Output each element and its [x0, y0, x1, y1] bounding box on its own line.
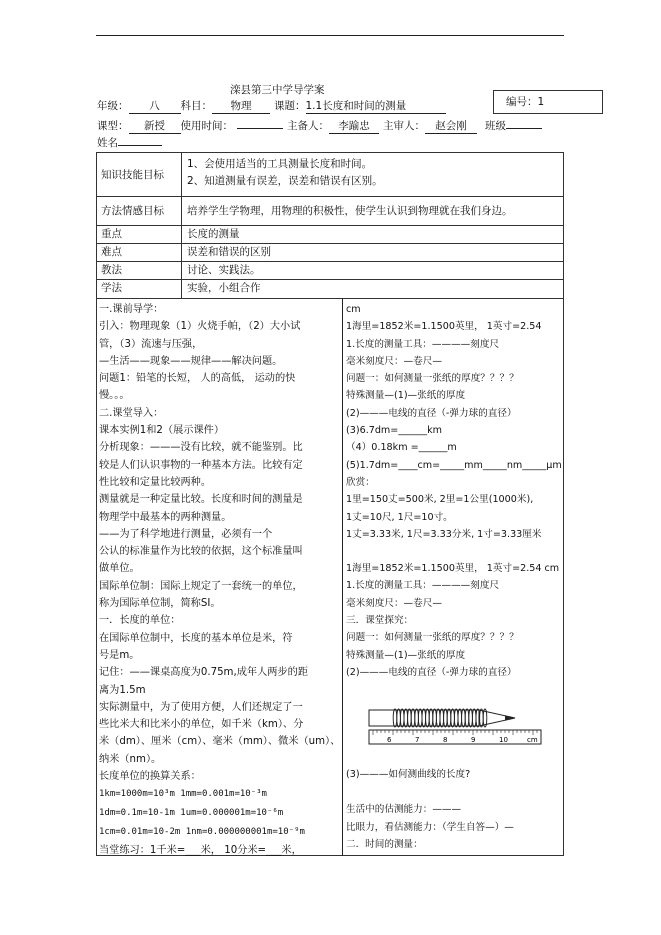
formula-line: 1km=1000m=10³m 1mm=0.001m=10⁻³m	[99, 789, 267, 800]
text-line: 国际单位制：国际上规定了一套统一的单位，	[99, 580, 303, 592]
text-line: 号是m。	[99, 649, 140, 661]
text-line: 毫米刻度尺：—卷尺—	[346, 355, 442, 367]
table-row-content	[181, 196, 564, 226]
table-row-label	[96, 152, 182, 197]
text-line: 分析现象：———没有比较，就不能鉴别。比	[99, 442, 303, 454]
reviewer-value: 赵会刚	[425, 120, 477, 134]
row-line: 长度的测量	[187, 228, 240, 240]
text-line: 生活中的估测能力：———	[346, 803, 462, 815]
text-line: 测量就是一种定量比较。长度和时间的测量是	[99, 494, 303, 506]
pencil-icon	[369, 710, 515, 726]
formula-line: 1dm=0.1m=10-1m 1um=0.000001m=10⁻⁶m	[99, 808, 284, 819]
name-label: 姓名	[97, 137, 118, 149]
text-line: (2)———电线的直径（-弹力球的直径）	[346, 407, 517, 419]
header-row-2	[97, 120, 542, 134]
text-line: cm	[346, 304, 361, 315]
row-line: 培养学生学物理，用物理的积极性，使学生认识到物理就在我们身边。	[187, 205, 513, 217]
table-row-label	[96, 261, 182, 280]
text-line: 记住：——课桌高度为0.75m,成年人两步的距	[99, 667, 309, 679]
row-label-teaching: 教法	[101, 264, 122, 276]
text-line: 1海里=1852米=1.1500英里， 1英寸=2.54	[346, 321, 542, 333]
serial-label: 编号：1	[506, 96, 545, 108]
text-line: 公认的标准量作为比较的依据，这个标准量叫	[99, 546, 303, 558]
row-line: 误差和错误的区别	[187, 246, 271, 258]
text-line: （4）0.18km =______m	[346, 442, 457, 454]
subject-label: 科目：	[180, 100, 212, 112]
row-label-knowledge: 知识技能目标	[101, 169, 164, 181]
ruler-number: 9	[471, 736, 476, 744]
text-line: 在国际单位制中，长度的基本单位是米，符	[99, 632, 293, 644]
text-line	[346, 784, 561, 801]
text-line: (5)1.7dm=____cm=_____mm_____nm_____μm	[346, 459, 562, 471]
text-line: (3)———如何测曲线的长度?	[346, 769, 471, 780]
subject-value: 物理	[212, 100, 270, 114]
row-label-difficulty: 难点	[101, 246, 122, 258]
text-line: ——为了科学地进行测量，必须有一个	[99, 528, 273, 540]
grade-value: 八	[129, 100, 181, 114]
text-line: 二.课堂导入：	[99, 407, 164, 419]
text-line	[346, 543, 561, 560]
table-row-content	[181, 279, 564, 299]
text-line: 1海里=1852米=1.1500英里， 1英寸=2.54 cm	[346, 563, 560, 575]
reviewer-label: 主审人：	[383, 120, 425, 132]
header-row-3	[97, 137, 162, 150]
text-line: 纳米（nm）。	[99, 753, 162, 765]
name-value	[118, 145, 162, 146]
header-row-1	[97, 100, 446, 114]
type-label: 课型：	[97, 120, 129, 132]
objectives-table	[96, 152, 564, 299]
class-label: 班级	[485, 120, 506, 132]
top-rule	[96, 35, 564, 36]
row-line: 1、会使用适当的工具测量长度和时间。	[187, 158, 373, 170]
text-line: 二．时间的测量：	[346, 839, 423, 851]
text-line: 问题一：如何测量一张纸的厚度？？？？	[346, 632, 519, 644]
topic-value: 1.1长度和时间的测量	[306, 100, 446, 114]
text-line: 特殊测量—(1)—张纸的厚度	[346, 390, 466, 402]
school-title: 滦县第三中学导学案	[230, 84, 325, 96]
text-line: 一．长度的单位：	[99, 615, 181, 627]
table-row-content	[181, 243, 564, 262]
text-line: 1丈=10尺, 1尺=10寸。	[346, 511, 453, 523]
text-line: 物理学中最基本的两种测量。	[99, 511, 232, 523]
ruler-number: 8	[443, 736, 448, 744]
text-line: 较是人们认识事物的一种基本方法。比较有定	[99, 459, 303, 471]
time-label: 使用时间：	[180, 120, 233, 132]
text-line: 做单位。	[99, 563, 140, 575]
ruler-number: 10	[499, 736, 508, 744]
row-label-key: 重点	[101, 228, 122, 240]
wire-coil-icon	[393, 709, 487, 727]
text-line: 特殊测量—(1)—张纸的厚度	[346, 649, 466, 661]
text-line: (2)———电线的直径（-弹力球的直径）	[346, 666, 517, 678]
table-row-label	[96, 196, 182, 226]
text-line: (3)6.7dm=______km	[346, 425, 443, 437]
text-line: 些比米大和比米小的单位，如千米（km）、分	[99, 719, 304, 731]
preparer-label: 主备人：	[287, 120, 329, 132]
text-line: 长度单位的换算关系：	[99, 771, 201, 783]
table-row-content	[181, 261, 564, 280]
text-line: 米（dm）、厘米（cm）、毫米（mm）、微米（um）、	[99, 736, 341, 748]
text-line: 欣赏：	[346, 476, 375, 488]
right-column-bottom	[346, 766, 561, 854]
table-row-label	[96, 279, 182, 299]
ruler-icon	[369, 730, 541, 744]
table-row-content	[181, 225, 564, 244]
text-line: 称为国际单位制，简称SI。	[99, 598, 221, 610]
text-line: —生活——现象——规律——解决问题。	[99, 355, 283, 367]
text-line: 问题一：如何测量一张纸的厚度？？？？	[346, 373, 519, 385]
ruler-number: 7	[415, 736, 420, 744]
text-line: 1.长度的测量工具：————刻度尺	[346, 580, 500, 592]
text-line: 三．课堂探究：	[346, 615, 414, 627]
text-line: 管，（3）流速与压强，	[99, 338, 203, 350]
table-row-label	[96, 225, 182, 244]
ruler-number: cm	[527, 736, 538, 744]
row-line: 讨论、实践法。	[187, 264, 261, 276]
text-line: 毫米刻度尺：—卷尺—	[346, 597, 442, 609]
text-line: 性比较和定量比较两种。	[99, 476, 212, 488]
text-line: 引入：物理现象（1）火烧手帕，（2）大小试	[99, 321, 301, 333]
time-value	[237, 128, 283, 129]
text-line: 1.长度的测量工具：————刻度尺	[346, 338, 500, 350]
text-line: 慢。。。	[99, 390, 130, 402]
text-line: 离为1.5m	[99, 684, 146, 696]
row-line: 2、知道测量有误差，误差和错误有区别。	[187, 175, 383, 187]
practice-line: 当堂练习：1千米=___米， 10分米=___米，	[99, 845, 302, 857]
class-value	[506, 128, 542, 129]
text-line: 比眼力，看估测能力：（学生自答—）—	[346, 821, 514, 833]
row-label-learning: 学法	[101, 282, 122, 294]
preparer-value: 李踰忠	[329, 120, 379, 134]
table-row-content	[181, 152, 564, 197]
topic-label: 课题：	[274, 100, 306, 112]
row-label-method: 方法情感目标	[101, 205, 164, 217]
left-column	[99, 301, 339, 860]
ruler-number: 6	[387, 736, 392, 744]
type-value: 新授	[129, 120, 181, 134]
column-divider	[342, 298, 343, 856]
grade-label: 年级：	[97, 100, 129, 112]
wire-pencil-figure	[365, 700, 545, 750]
serial-box	[493, 90, 603, 114]
text-line: 1里=150丈=500米, 2里=1公里(1000米),	[346, 494, 534, 506]
text-line: 问题1：铅笔的长短， 人的高低， 运动的快	[99, 373, 296, 385]
row-line: 实验，小组合作	[187, 282, 261, 294]
text-line: 课本实例1和2（展示课件）	[99, 425, 225, 437]
table-row-label	[96, 243, 182, 262]
text-line: 一.课前导学：	[99, 304, 164, 315]
right-column	[346, 301, 561, 681]
formula-line: 1cm=0.01m=10-2m 1nm=0.000000001m=10⁻⁹m	[99, 827, 305, 838]
text-line: 实际测量中，为了使用方便，人们还规定了一	[99, 701, 303, 713]
text-line: 1丈=3.33米, 1尺=3.33分米, 1寸=3.33厘米	[346, 528, 542, 540]
